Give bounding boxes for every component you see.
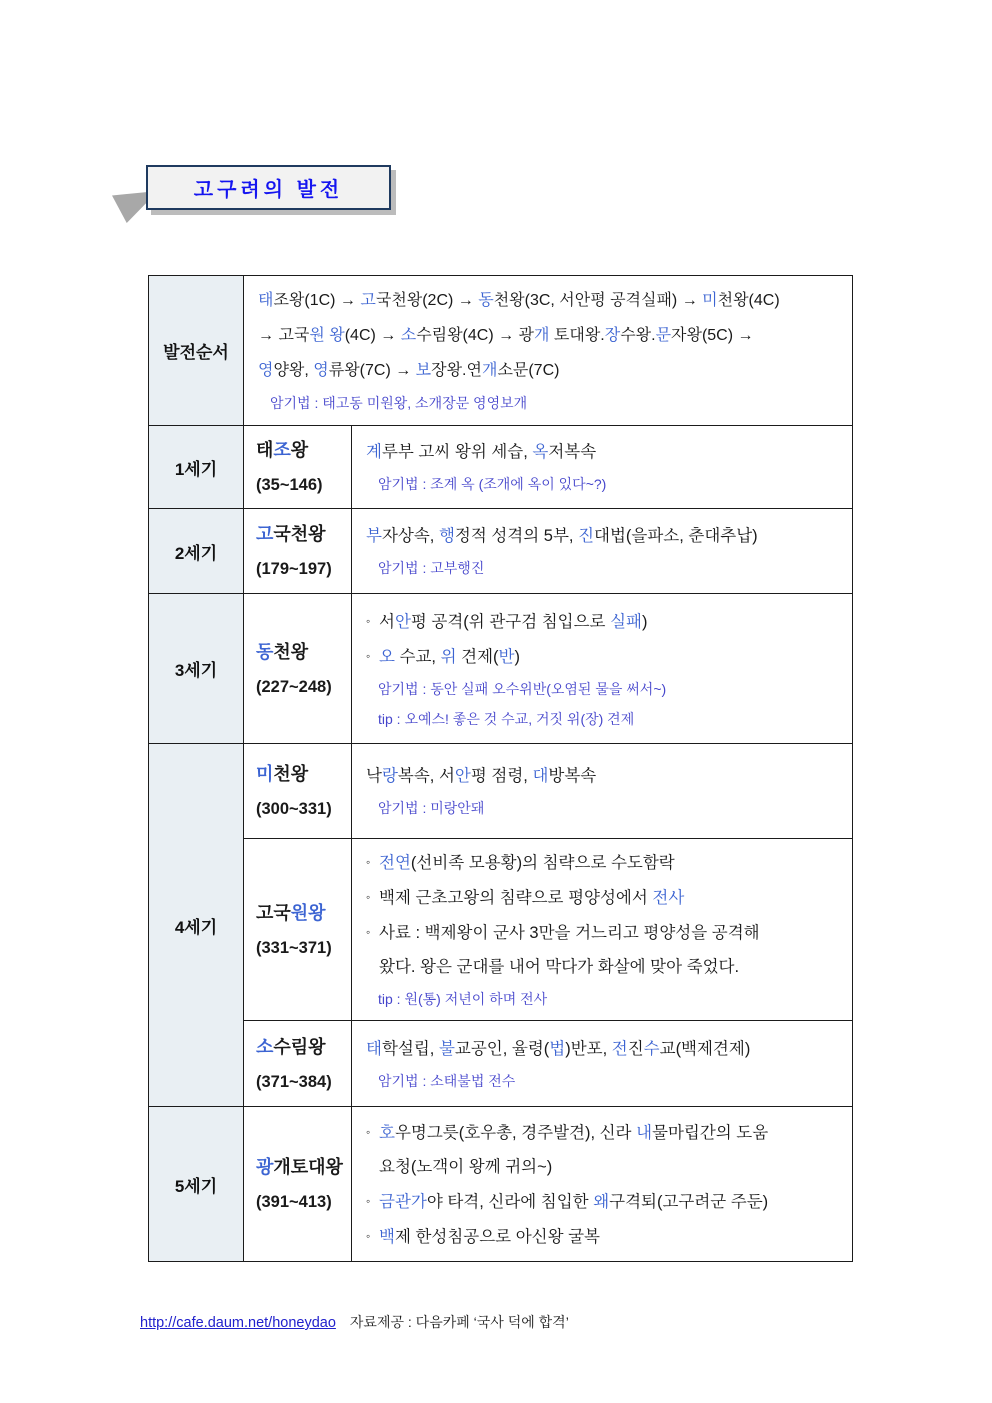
text-segment: 루부 고씨 왕위 세습, xyxy=(381,443,533,461)
table-row xyxy=(149,839,853,1021)
text-segment: 자상속, xyxy=(381,527,439,545)
text-segment: 사료 : 백제왕이 군사 3만을 거느리고 평양성을 공격해 xyxy=(379,924,760,942)
text-segment: 금관가 xyxy=(379,1192,427,1211)
text-segment: 고 xyxy=(256,524,274,544)
text-segment: 보 xyxy=(415,362,432,379)
text-segment: 수 xyxy=(643,1039,660,1058)
text-segment: 오 xyxy=(379,647,395,666)
text-segment: 왔다. 왕은 군대를 내어 막다가 화살에 맞아 죽었다. xyxy=(379,958,740,976)
king-name xyxy=(256,1149,347,1185)
text-segment: 고 xyxy=(360,292,376,309)
text-segment: 백제 근초고왕의 침략으로 평양성에서 xyxy=(379,889,653,907)
bullet-icon: ◦ xyxy=(366,1228,371,1243)
text-segment: 소 xyxy=(256,1036,274,1057)
text-segment: 진 xyxy=(578,527,595,545)
content-cell-gogukcheon xyxy=(352,509,853,594)
text-segment: 안 xyxy=(394,612,411,631)
text-segment: 방복속 xyxy=(548,767,597,785)
text-segment: ) xyxy=(514,647,520,666)
century-cell-1c: 1세기 xyxy=(149,426,244,509)
text-segment: 야 타격, 신라에 침입한 xyxy=(426,1192,594,1211)
text-segment: 소 xyxy=(400,327,417,344)
text-segment: 서 xyxy=(379,612,395,631)
text-segment: 암기법 : 동안 실패 오수위반(오염된 물을 써서~) xyxy=(378,680,667,697)
king-name xyxy=(256,895,347,931)
content-cell-taejo xyxy=(352,426,853,509)
text-segment: 위 xyxy=(440,647,457,666)
century-cell-3c: 3세기 xyxy=(149,594,244,744)
table-row xyxy=(149,509,853,594)
king-cell-dongcheon xyxy=(244,594,352,744)
text-segment: 개토대왕 xyxy=(273,1157,343,1177)
footer-link[interactable]: http://cafe.daum.net/honeydao xyxy=(140,1315,336,1331)
text-segment: 영 xyxy=(258,362,274,379)
king-cell-sosurim xyxy=(244,1021,352,1107)
text-segment: tip : 오예스! 좋은 것 수교, 거짓 위(장) 견제 xyxy=(378,710,635,727)
text-segment: 진 xyxy=(627,1039,644,1058)
title-banner xyxy=(112,165,391,210)
text-segment: 소문(7C) xyxy=(497,362,560,379)
text-line-plain xyxy=(366,435,844,469)
text-segment: 수왕. xyxy=(620,327,656,344)
text-segment: 백 xyxy=(379,1227,395,1246)
text-segment: 구격퇴(고구려군 주둔) xyxy=(609,1192,769,1211)
text-segment: 낙 xyxy=(366,767,382,785)
text-segment: 미 xyxy=(702,292,718,309)
title-box xyxy=(146,165,391,210)
text-segment: ) xyxy=(641,612,648,631)
text-segment: 대법(을파소, 춘대추납) xyxy=(594,527,758,545)
century-cell-2c: 2세기 xyxy=(149,509,244,594)
text-segment: 태 xyxy=(258,292,274,309)
text-segment: 조왕(1C) → xyxy=(273,292,361,309)
text-segment: 우명그릇(호우총, 경주발견), 신라 xyxy=(394,1123,637,1142)
text-segment: 대 xyxy=(532,767,549,785)
text-line-bullet xyxy=(366,915,844,950)
text-segment: 수림왕(4C) → 광 xyxy=(416,327,535,344)
footer xyxy=(140,1312,569,1332)
content-cell-gogugwon xyxy=(352,839,853,1021)
text-segment: 암기법 : 태고동 미원왕, 소개장문 영영보개 xyxy=(270,395,528,411)
text-line-bullet xyxy=(366,845,844,880)
bullet-icon: ◦ xyxy=(366,648,371,663)
text-segment: 옥 xyxy=(532,443,549,461)
text-segment: 부 xyxy=(366,527,382,545)
text-segment: 태 xyxy=(256,440,274,460)
text-line-plain xyxy=(366,759,844,793)
text-segment: (4C) → xyxy=(344,327,401,344)
content-cell-sosurim xyxy=(352,1021,853,1107)
bullet-icon: ◦ xyxy=(366,1124,371,1139)
text-line-bullet xyxy=(366,604,844,639)
text-segment: 원 왕 xyxy=(309,327,345,344)
text-segment: )반포, xyxy=(565,1039,612,1058)
text-line-plain xyxy=(258,353,844,388)
text-segment: 장왕.연 xyxy=(431,362,482,379)
bullet-icon: ◦ xyxy=(366,890,371,904)
text-line-mnemonic xyxy=(366,1066,844,1096)
text-line-bullet xyxy=(366,639,844,674)
text-segment: 제 한성침공으로 아신왕 굴복 xyxy=(394,1227,600,1246)
text-segment: 왕 xyxy=(290,440,309,460)
text-segment: 천왕(3C, 서안평 공격실패) → xyxy=(493,292,703,309)
text-segment: 문 xyxy=(655,327,672,344)
text-segment: 교공인, 율령( xyxy=(454,1039,550,1058)
king-dates: (371~384) xyxy=(256,1072,332,1091)
text-line-bullet xyxy=(366,880,844,915)
text-segment: 교(백제견제) xyxy=(659,1039,751,1058)
king-dates: (227~248) xyxy=(256,677,332,696)
text-segment: 개 xyxy=(534,327,550,344)
text-segment: 태 xyxy=(366,1039,382,1058)
text-segment: 장 xyxy=(604,327,621,344)
king-cell-gwanggaeto xyxy=(244,1107,352,1262)
text-segment: 류왕(7C) → xyxy=(328,362,416,379)
text-segment: 정적 성격의 5부, xyxy=(454,527,579,545)
text-segment: 국천왕(2C) → xyxy=(375,292,479,309)
table-row xyxy=(149,594,853,744)
bullet-icon: ◦ xyxy=(366,925,371,939)
text-segment: 랑 xyxy=(381,767,398,785)
text-line-cont xyxy=(366,950,844,984)
text-line-cont xyxy=(366,1150,844,1184)
text-segment: 수림왕 xyxy=(273,1036,326,1057)
text-line-mnemonic xyxy=(258,388,844,418)
text-segment: 천왕(4C) xyxy=(717,292,780,309)
text-segment: 계 xyxy=(366,443,382,461)
text-line-plain xyxy=(258,318,844,353)
text-segment: 불 xyxy=(438,1039,455,1058)
king-dates: (391~413) xyxy=(256,1193,332,1211)
king-name xyxy=(256,516,347,552)
text-segment: 천왕 xyxy=(273,641,309,662)
text-segment: 조 xyxy=(273,440,291,460)
table-row xyxy=(149,1021,853,1107)
content-cell-dongcheon xyxy=(352,594,853,744)
text-segment: 국천왕 xyxy=(273,524,326,544)
king-cell-gogukcheon xyxy=(244,509,352,594)
text-segment: 안 xyxy=(454,767,471,785)
content-cell-development-order xyxy=(244,276,853,426)
text-segment: 암기법 : 미랑안돼 xyxy=(378,800,485,816)
text-line-tip xyxy=(366,984,844,1014)
king-dates: (179~197) xyxy=(256,560,332,578)
text-segment: 물마립간의 도움 xyxy=(652,1123,769,1142)
text-segment: 암기법 : 소태불법 전수 xyxy=(378,1072,516,1089)
text-segment: 천왕 xyxy=(273,764,309,784)
content-cell-gwanggaeto xyxy=(352,1107,853,1262)
text-segment: 평 점령, xyxy=(470,767,533,785)
bullet-icon: ◦ xyxy=(366,1193,371,1208)
text-segment: 전사 xyxy=(652,889,685,907)
page-title: 고구려의 발전 xyxy=(193,179,344,201)
text-segment: 전 xyxy=(611,1039,628,1058)
text-line-mnemonic xyxy=(366,793,844,823)
king-dates: (300~331) xyxy=(256,800,332,818)
century-cell-5c: 5세기 xyxy=(149,1107,244,1262)
footer-credit: 자료제공 : 다음카페 ‘국사 덕에 합격’ xyxy=(349,1314,569,1330)
text-segment: 평 공격(위 관구검 침입으로 xyxy=(410,612,611,631)
king-name xyxy=(256,634,347,670)
text-segment: 복속, 서 xyxy=(397,767,455,785)
text-segment: 행 xyxy=(438,527,455,545)
king-dates: (35~146) xyxy=(256,476,323,494)
text-line-mnemonic xyxy=(366,553,844,583)
text-segment: 자왕(5C) → xyxy=(671,327,754,344)
king-name xyxy=(256,1029,347,1065)
text-segment: 동 xyxy=(478,292,494,309)
king-cell-gogugwon xyxy=(244,839,352,1021)
text-line-plain xyxy=(366,519,844,553)
king-cell-micheon xyxy=(244,744,352,839)
table-row xyxy=(149,1107,853,1262)
text-segment: → 고국 xyxy=(258,327,310,344)
text-segment: 원왕 xyxy=(290,902,326,923)
text-segment: 견제( xyxy=(456,647,499,666)
text-line-tip xyxy=(366,704,844,734)
king-dates: (331~371) xyxy=(256,938,332,957)
table-row xyxy=(149,744,853,839)
text-segment: 왜 xyxy=(593,1192,610,1211)
row-header-development-order: 발전순서 xyxy=(149,276,244,426)
text-segment: 광 xyxy=(256,1157,274,1177)
text-segment: 암기법 : 고부행진 xyxy=(378,560,485,576)
text-line-plain xyxy=(366,1032,844,1066)
text-line-bullet xyxy=(366,1219,844,1254)
text-line-plain xyxy=(258,283,844,318)
text-segment: 동 xyxy=(256,641,274,662)
century-cell-4c: 4세기 xyxy=(149,744,244,1107)
text-segment: 실패 xyxy=(610,612,642,631)
text-segment: 토대왕. xyxy=(549,327,605,344)
text-segment: (선비족 모용황)의 침략으로 수도함락 xyxy=(410,854,675,872)
text-segment: 반 xyxy=(498,647,515,666)
text-segment: 수교, xyxy=(394,647,441,666)
text-segment: tip : 원(통) 저년이 하며 전사 xyxy=(378,991,548,1007)
text-segment: 학설립, xyxy=(381,1039,439,1058)
king-name xyxy=(256,432,347,468)
text-line-mnemonic xyxy=(366,674,844,704)
text-segment: 내 xyxy=(636,1123,653,1142)
text-line-bullet xyxy=(366,1115,844,1150)
text-segment: 영 xyxy=(313,362,329,379)
text-segment: 요청(노객이 왕께 귀의~) xyxy=(379,1157,553,1176)
text-segment: 호 xyxy=(379,1123,395,1142)
text-line-bullet xyxy=(366,1184,844,1219)
text-segment: 개 xyxy=(481,362,498,379)
text-segment: 양왕, xyxy=(273,362,314,379)
bullet-icon: ◦ xyxy=(366,613,371,628)
text-segment: 전연 xyxy=(379,854,411,872)
text-segment: 저복속 xyxy=(548,443,597,461)
table-row xyxy=(149,276,853,426)
text-line-mnemonic xyxy=(366,469,844,499)
bullet-icon: ◦ xyxy=(366,855,371,869)
king-cell-taejo xyxy=(244,426,352,509)
text-segment: 미 xyxy=(256,764,274,784)
development-table xyxy=(148,275,853,1262)
king-name xyxy=(256,756,347,792)
table-row xyxy=(149,426,853,509)
text-segment: 법 xyxy=(549,1039,566,1058)
text-segment: 고국 xyxy=(256,902,291,923)
content-cell-micheon xyxy=(352,744,853,839)
text-segment: 암기법 : 조계 옥 (조개에 옥이 있다~?) xyxy=(378,476,607,492)
